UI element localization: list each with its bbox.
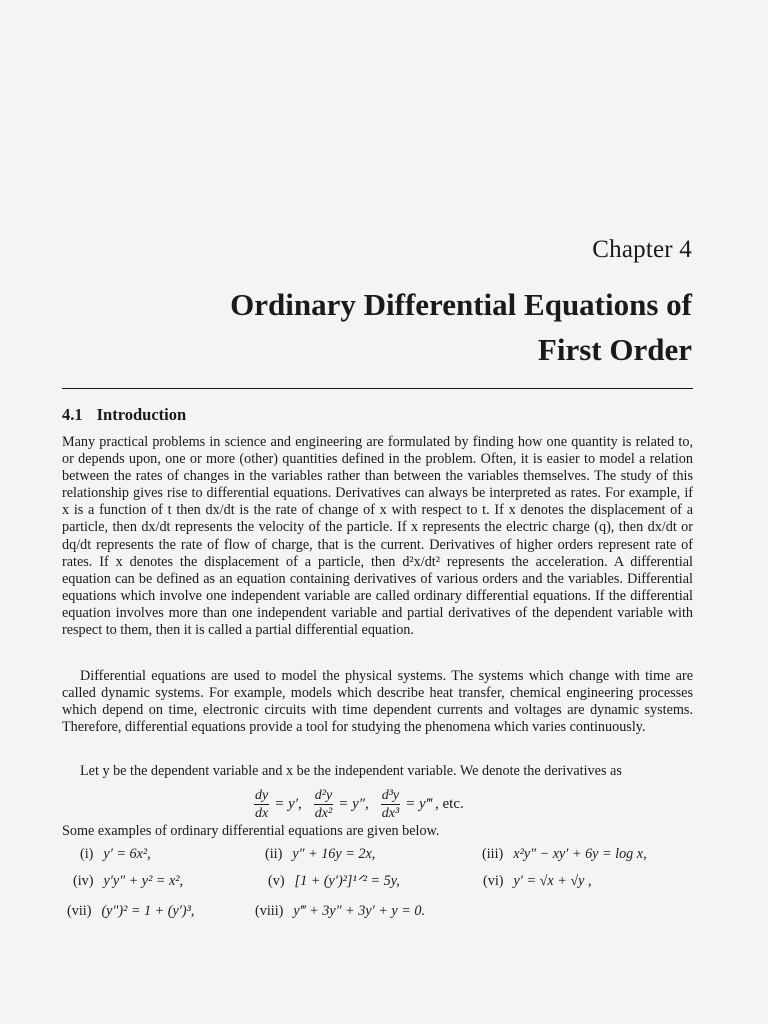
example-vi xyxy=(483,873,592,890)
fraction-d2y-dx2 xyxy=(314,787,333,822)
derivative-equals-1: = y′, xyxy=(274,795,302,812)
section-title: Introduction xyxy=(96,405,187,424)
example-equation: (y″)² = 1 + (y′)³, xyxy=(101,903,195,919)
example-label: (ii) xyxy=(265,846,283,862)
example-i xyxy=(80,846,151,863)
derivative-notation xyxy=(252,783,464,825)
example-equation: [1 + (y′)²]¹ᐟ² = 5y, xyxy=(294,873,400,889)
example-label: (vii) xyxy=(67,903,92,919)
fraction-denominator: dx² xyxy=(314,805,333,821)
title-divider xyxy=(62,388,693,389)
example-label: (i) xyxy=(80,846,94,862)
example-equation: y‴ + 3y″ + 3y′ + y = 0. xyxy=(293,903,426,919)
paragraph-dynamic-systems: Differential equations are used to model the physical systems. The systems which change with time are called dynamic systems. For example, models which describe heat transfer, chemical engineering processes which depend on time, electronic circuits with time dependent currents and voltages are dynamic systems. Therefore, differential equations provide a tool for studying the phenomena which varies continuously. xyxy=(62,668,693,736)
section-heading xyxy=(62,405,186,425)
derivative-equals-2: = y″, xyxy=(338,795,369,812)
example-ii xyxy=(265,846,375,863)
fraction-numerator: dy xyxy=(255,787,269,803)
fraction-d3y-dx3 xyxy=(381,787,400,822)
example-viii xyxy=(255,903,425,920)
example-label: (viii) xyxy=(255,903,284,919)
example-iv xyxy=(73,873,183,890)
example-label: (iii) xyxy=(482,846,504,862)
example-vii xyxy=(67,903,194,920)
fraction-dy-dx xyxy=(254,787,269,822)
examples-intro: Some examples of ordinary differential equations are given below. xyxy=(62,823,440,839)
example-label: (vi) xyxy=(483,873,504,889)
example-label: (iv) xyxy=(73,873,94,889)
chapter-title-line-2: First Order xyxy=(537,332,692,367)
chapter-title xyxy=(92,282,692,372)
chapter-title-line-1: Ordinary Differential Equations of xyxy=(230,287,692,322)
derivative-tail: , etc. xyxy=(435,795,464,812)
example-equation: y′ = 6x², xyxy=(103,846,151,862)
example-equation: y′ = √x + √y , xyxy=(513,873,592,889)
example-equation: x²y″ − xy′ + 6y = log x, xyxy=(513,846,647,862)
fraction-numerator: d²y xyxy=(314,787,333,803)
example-label: (v) xyxy=(268,873,285,889)
fraction-numerator: d³y xyxy=(381,787,400,803)
chapter-label: Chapter 4 xyxy=(592,236,692,263)
example-iii xyxy=(482,846,647,863)
fraction-denominator: dx xyxy=(255,805,269,821)
paragraph-derivatives: Let y be the dependent variable and x be the independent variable. We denote the derivatives as xyxy=(80,763,622,779)
section-number: 4.1 xyxy=(62,405,83,424)
example-equation: y′y″ + y² = x², xyxy=(103,873,184,889)
fraction-denominator: dx³ xyxy=(381,805,400,821)
derivative-equals-3: = y‴ xyxy=(405,795,432,812)
paragraph-intro: Many practical problems in science and engineering are formulated by finding how one quantity is related to, or depends upon, one or more (other) quantities defined in the problem. Often, it is easier to model a relation between the rates of changes in the variables rather than between the variables themselves. The study of this relationship gives rise to differential equations. Derivatives can always be interpreted as rates. For example, if x is a function of t then dx/dt is the rate of change of x with respect to t. If x denotes the displacement of a particle, then dx/dt represents the velocity of the particle. If x represents the electric charge (q), then dx/dt or dq/dt represents the rate of flow of charge, that is the current. Derivatives of higher orders represent rate of rates. If x denotes the displacement of a particle, then d²x/dt² represents the acceleration. A differential equation can be defined as an equation containing derivatives of various orders and the variables. Differential equations which involve one independent variable are called ordinary differential equations. If the differential equation involves more than one independent variable and partial derivatives of the dependent variable with respect to them, then it is called a partial differential equation. xyxy=(62,434,693,639)
example-v xyxy=(268,873,400,890)
example-equation: y″ + 16y = 2x, xyxy=(292,846,376,862)
